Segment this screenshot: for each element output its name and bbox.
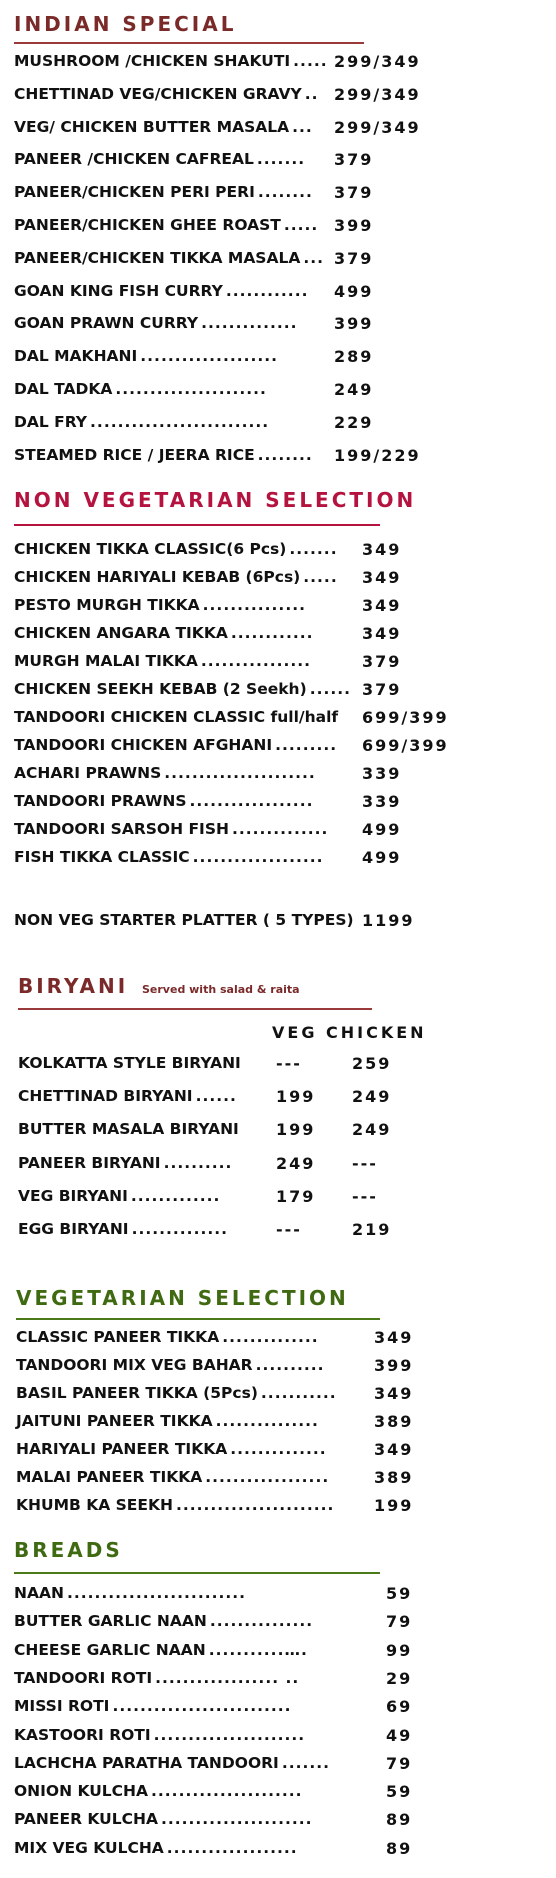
menu-item-row <box>0 216 556 238</box>
item-dots: ................... <box>166 1838 298 1857</box>
item-price: 379 <box>362 652 402 671</box>
item-dots: .......... <box>163 1153 233 1172</box>
item-dots: .................. <box>205 1468 330 1486</box>
item-price: 379 <box>334 150 374 170</box>
item-name: TANDOORI CHICKEN CLASSIC full/half <box>14 708 339 726</box>
item-name: GOAN KING FISH CURRY <box>14 281 223 300</box>
item-name: PANEER/CHICKEN TIKKA MASALA <box>14 248 301 267</box>
item-name: PANEER/CHICKEN GHEE ROAST <box>14 216 281 234</box>
item-dots: ................ <box>200 652 312 670</box>
item-dots: ............. <box>130 1186 221 1205</box>
menu-item-row <box>0 1356 556 1378</box>
item-price: 389 <box>374 1412 414 1431</box>
menu-item-row <box>0 1782 556 1804</box>
item-price: 349 <box>362 624 402 643</box>
item-name: PANEER KULCHA <box>14 1810 158 1829</box>
item-price: 379 <box>334 248 374 268</box>
item-name: JAITUNI PANEER TIKKA <box>16 1412 213 1430</box>
item-price: 29 <box>386 1668 413 1688</box>
menu-item-row <box>0 736 556 758</box>
non-veg-title: NON VEGETARIAN SELECTION <box>14 488 417 512</box>
item-name: MURGH MALAI TIKKA <box>14 652 198 670</box>
biryani-veg-price: 199 <box>276 1087 316 1107</box>
biryani-row <box>0 1120 556 1142</box>
item-dots: ......... <box>275 736 338 754</box>
item-name: DAL FRY <box>14 412 88 431</box>
menu-item-row <box>0 118 556 140</box>
menu-item-row <box>0 1697 556 1719</box>
item-dots: ........ <box>257 183 313 202</box>
item-price: 199 <box>374 1496 414 1515</box>
menu-item-row <box>0 85 556 107</box>
item-dots: ............... <box>215 1412 319 1430</box>
item-price: 69 <box>386 1697 413 1717</box>
item-name: BASIL PANEER TIKKA (5Pcs) <box>16 1384 258 1402</box>
item-price: 299/349 <box>334 52 421 71</box>
item-name: CHICKEN HARIYALI KEBAB (6Pcs) <box>14 568 301 586</box>
menu-item-row <box>0 1810 556 1832</box>
item-name: PESTO MURGH TIKKA <box>14 596 200 614</box>
item-dots: .. <box>304 84 319 103</box>
menu-item-row <box>0 1440 556 1462</box>
indian-special-title: INDIAN SPECIAL <box>14 12 237 36</box>
item-dots: ...........…. <box>208 1640 308 1659</box>
veg-rule <box>16 1318 380 1320</box>
item-name: CLASSIC PANEER TIKKA <box>16 1328 220 1346</box>
item-price: 339 <box>362 792 402 811</box>
breads-rule <box>14 1572 380 1574</box>
item-price: 499 <box>362 820 402 839</box>
item-dots: ..... <box>283 216 319 234</box>
menu-item-row <box>0 249 556 271</box>
item-dots: ............ <box>225 281 309 300</box>
item-name: TANDOORI SARSOH FISH <box>14 820 229 838</box>
item-dots: .................. .. <box>155 1668 300 1687</box>
item-name: MISSI ROTI <box>14 1697 110 1716</box>
item-price: 59 <box>386 1782 413 1802</box>
non-veg-rule <box>14 524 380 526</box>
item-price: 289 <box>334 347 374 367</box>
biryani-chicken-price: 249 <box>352 1087 392 1107</box>
item-dots: ...................... <box>115 380 267 398</box>
item-dots: ....................... <box>175 1496 335 1514</box>
item-price: 379 <box>334 183 374 203</box>
item-dots: ...................... <box>164 764 316 782</box>
item-dots: .......................... <box>90 412 270 431</box>
biryani-chicken-price: 259 <box>352 1054 392 1073</box>
menu-item-row <box>0 568 556 590</box>
menu-item-row <box>0 347 556 369</box>
item-name: PANEER/CHICKEN PERI PERI <box>14 183 255 202</box>
menu-item-row <box>0 848 556 870</box>
item-dots: ....... <box>281 1753 331 1772</box>
item-dots: ....... <box>256 150 306 169</box>
biryani-title: BIRYANI <box>18 974 129 998</box>
item-name: NAAN <box>14 1584 64 1602</box>
item-dots: ............ <box>230 624 314 642</box>
item-name: CHICKEN ANGARA TIKKA <box>14 624 228 642</box>
menu-item-row <box>0 52 556 74</box>
item-dots: .............. <box>201 314 298 333</box>
biryani-veg-price: --- <box>276 1054 302 1073</box>
item-price: 399 <box>334 216 374 235</box>
menu-item-row <box>0 1496 556 1518</box>
item-dots: ....... <box>289 540 338 558</box>
menu-item-row <box>0 314 556 336</box>
menu-item-row <box>0 446 556 468</box>
item-price: 89 <box>386 1810 413 1830</box>
menu-item-row <box>0 1412 556 1434</box>
item-price: 499 <box>334 281 374 301</box>
item-name: MALAI PANEER TIKKA <box>16 1468 203 1486</box>
item-name: ONION KULCHA <box>14 1782 149 1801</box>
biryani-chicken-price: --- <box>352 1186 378 1206</box>
item-dots: ..... <box>303 568 338 586</box>
item-price: 349 <box>374 1384 414 1403</box>
item-dots: ...................... <box>151 1782 303 1801</box>
item-dots: .............. <box>131 1220 229 1238</box>
biryani-col-veg: VEG <box>272 1023 318 1042</box>
item-dots: ............... <box>202 596 306 614</box>
item-name: STEAMED RICE / JEERA RICE <box>14 445 255 464</box>
item-name: KHUMB KA SEEKH <box>16 1496 173 1514</box>
item-dots: ... <box>303 248 325 267</box>
platter-price: 1199 <box>362 911 415 930</box>
item-price: 379 <box>362 680 402 699</box>
item-name: ACHARI PRAWNS <box>14 764 162 782</box>
biryani-subtitle: Served with salad & raita <box>142 983 300 996</box>
item-name: DAL MAKHANI <box>14 347 138 366</box>
biryani-chicken-price: 249 <box>352 1120 392 1140</box>
item-name: CHETTINAD VEG/CHICKEN GRAVY <box>14 84 302 103</box>
item-price: 699/399 <box>362 736 449 755</box>
item-name: PANEER /CHICKEN CAFREAL <box>14 150 254 169</box>
platter-name: NON VEG STARTER PLATTER ( 5 TYPES) <box>14 911 354 929</box>
item-dots: ...... <box>309 680 352 698</box>
biryani-col-chicken: CHICKEN <box>326 1023 427 1042</box>
item-name: HARIYALI PANEER TIKKA <box>16 1440 228 1458</box>
item-name: KASTOORI ROTI <box>14 1725 151 1744</box>
item-price: 389 <box>374 1468 414 1487</box>
item-price: 89 <box>386 1838 413 1858</box>
item-price: 699/399 <box>362 708 449 727</box>
biryani-row <box>0 1087 556 1109</box>
item-price: 339 <box>362 764 402 783</box>
menu-item-row <box>0 1669 556 1691</box>
item-dots: ................... <box>192 848 324 866</box>
menu-item-row <box>0 708 556 730</box>
item-name: CHICKEN SEEKH KEBAB (2 Seekh) <box>14 680 307 698</box>
menu-item-row <box>0 1726 556 1748</box>
item-price: 349 <box>362 568 402 587</box>
biryani-veg-price: 199 <box>276 1120 316 1140</box>
menu-item-row <box>0 792 556 814</box>
item-name: CHICKEN TIKKA CLASSIC(6 Pcs) <box>14 540 287 558</box>
item-price: 79 <box>386 1612 413 1632</box>
item-dots: ............... <box>209 1612 314 1631</box>
menu-item-row <box>0 764 556 786</box>
item-name: TANDOORI PRAWNS <box>14 792 187 810</box>
item-price: 249 <box>334 380 374 399</box>
menu-item-row <box>0 1384 556 1406</box>
item-price: 349 <box>374 1328 414 1347</box>
item-name: BUTTER MASALA BIRYANI <box>18 1120 239 1139</box>
item-name: TANDOORI CHICKEN AFGHANI <box>14 736 273 754</box>
item-name: CHETTINAD BIRYANI <box>18 1087 193 1106</box>
item-dots: .............. <box>222 1328 319 1346</box>
item-name: VEG/ CHICKEN BUTTER MASALA <box>14 117 290 136</box>
item-name: MUSHROOM /CHICKEN SHAKUTI <box>14 52 291 70</box>
item-price: 59 <box>386 1584 413 1603</box>
item-dots: ... <box>292 117 313 136</box>
item-dots: ........ <box>257 445 313 464</box>
item-name: TANDOORI MIX VEG BAHAR <box>16 1356 253 1374</box>
biryani-row <box>0 1220 556 1242</box>
item-price: 79 <box>386 1753 413 1773</box>
item-name: LACHCHA PARATHA TANDOORI <box>14 1753 279 1772</box>
menu-item-row <box>0 413 556 435</box>
item-dots: ...................... <box>160 1810 313 1829</box>
menu-item-row <box>0 540 556 562</box>
item-price: 99 <box>386 1640 413 1660</box>
item-price: 349 <box>362 540 402 559</box>
item-dots: ..... <box>293 52 328 70</box>
item-name: VEG BIRYANI <box>18 1186 128 1205</box>
menu-item-row <box>0 820 556 842</box>
menu-item-row <box>0 1328 556 1350</box>
item-dots: ...................... <box>153 1725 306 1744</box>
menu-item-row <box>0 380 556 402</box>
item-name: TANDOORI ROTI <box>14 1668 153 1687</box>
item-name: KOLKATTA STYLE BIRYANI <box>18 1054 241 1072</box>
item-name: EGG BIRYANI <box>18 1220 129 1238</box>
item-dots: .............. <box>231 820 329 838</box>
item-name: CHEESE GARLIC NAAN <box>14 1640 206 1659</box>
item-name: MIX VEG KULCHA <box>14 1838 164 1857</box>
biryani-row <box>0 1187 556 1209</box>
item-dots: .............. <box>230 1440 327 1458</box>
item-price: 199/229 <box>334 445 421 465</box>
indian-special-rule <box>14 42 364 44</box>
item-price: 349 <box>374 1440 414 1459</box>
item-name: DAL TADKA <box>14 380 113 398</box>
menu-item-row <box>0 150 556 172</box>
menu-item-row <box>0 1754 556 1776</box>
item-price: 229 <box>334 412 374 432</box>
menu-item-row <box>0 1839 556 1861</box>
item-dots: ...... <box>195 1087 237 1106</box>
biryani-chicken-price: 219 <box>352 1220 392 1239</box>
item-dots: .......................... <box>66 1584 247 1602</box>
item-name: PANEER BIRYANI <box>18 1153 161 1172</box>
biryani-veg-price: 249 <box>276 1153 316 1173</box>
item-price: 299/349 <box>334 84 421 104</box>
menu-item-row <box>0 652 556 674</box>
biryani-veg-price: --- <box>276 1220 302 1239</box>
breads-title: BREADS <box>14 1538 123 1562</box>
item-price: 399 <box>334 314 374 334</box>
item-name: GOAN PRAWN CURRY <box>14 314 199 333</box>
item-price: 399 <box>374 1356 414 1375</box>
item-dots: .......................... <box>112 1697 292 1716</box>
item-dots: .......... <box>255 1356 325 1374</box>
menu-item-row <box>0 1641 556 1663</box>
item-name: BUTTER GARLIC NAAN <box>14 1612 207 1631</box>
biryani-chicken-price: --- <box>352 1153 378 1173</box>
menu-item-row <box>0 624 556 646</box>
item-price: 299/349 <box>334 117 421 137</box>
menu-item-row <box>0 282 556 304</box>
biryani-veg-price: 179 <box>276 1186 316 1206</box>
item-dots: .................. <box>189 792 314 810</box>
menu-item-row <box>0 1612 556 1634</box>
platter-row <box>0 911 556 933</box>
veg-title: VEGETARIAN SELECTION <box>16 1286 349 1310</box>
biryani-row <box>0 1054 556 1076</box>
item-price: 349 <box>362 596 402 615</box>
biryani-rule <box>18 1008 372 1010</box>
menu-item-row <box>0 596 556 618</box>
item-price: 49 <box>386 1725 413 1745</box>
item-dots: .................... <box>140 347 279 366</box>
item-name: FISH TIKKA CLASSIC <box>14 848 190 866</box>
menu-item-row <box>0 680 556 702</box>
item-dots: ........... <box>260 1384 337 1402</box>
biryani-row <box>0 1154 556 1176</box>
item-price: 499 <box>362 848 402 867</box>
menu-item-row <box>0 1468 556 1490</box>
menu-item-row <box>0 1584 556 1606</box>
menu-item-row <box>0 183 556 205</box>
